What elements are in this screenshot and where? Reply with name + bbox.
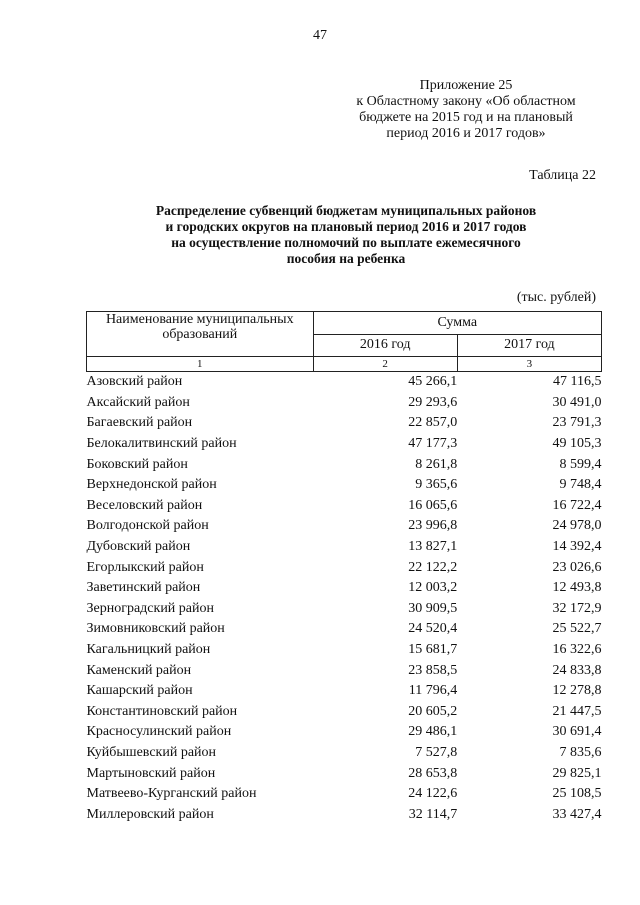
- municipality-name: Волгодонской район: [86, 518, 209, 534]
- title-line: пособия на ребенка: [286, 251, 406, 266]
- table-row: [87, 784, 602, 805]
- amount-2016: 15 681,7: [408, 642, 458, 658]
- amount-2016: 23 858,5: [408, 662, 458, 678]
- table-row: [87, 496, 602, 517]
- amount-2017: 30 491,0: [552, 394, 602, 410]
- table-row: [87, 578, 602, 599]
- amount-2017: 25 108,5: [552, 786, 602, 802]
- amount-2017: 16 722,4: [552, 497, 602, 513]
- municipality-name: Дубовский район: [86, 539, 191, 555]
- amount-2016: 24 520,4: [408, 621, 458, 637]
- amount-2016: 30 909,5: [408, 600, 458, 616]
- table-row: [87, 475, 602, 496]
- municipality-name: Егорлыкский район: [86, 559, 204, 575]
- municipality-name: Красносулинский район: [86, 724, 232, 740]
- municipality-name: Веселовский район: [86, 497, 203, 513]
- amount-2017: 8 599,4: [559, 456, 602, 472]
- amount-2016: 47 177,3: [408, 436, 458, 452]
- amount-2016: 7 527,8: [415, 744, 458, 760]
- header-sum: Сумма: [313, 312, 601, 335]
- amount-2016: 22 857,0: [408, 415, 458, 431]
- amount-2016: 16 065,6: [408, 497, 458, 513]
- amount-2017: 29 825,1: [552, 765, 602, 781]
- municipality-name: Азовский район: [86, 374, 183, 390]
- title-line: Распределение субвенций бюджетам муниципальных районов: [155, 203, 537, 218]
- municipality-name: Куйбышевский район: [86, 744, 217, 760]
- municipality-name: Аксайский район: [86, 394, 190, 410]
- table-body: [87, 372, 602, 826]
- amount-2016: 8 261,8: [415, 456, 458, 472]
- amount-2017: 12 493,8: [552, 580, 602, 596]
- amount-2016: 29 293,6: [408, 394, 458, 410]
- table-header: [87, 312, 602, 372]
- units-label: (тыс. рублей): [516, 290, 596, 305]
- appendix-line: период 2016 и 2017 годов»: [386, 126, 546, 141]
- table-row: [87, 537, 602, 558]
- municipality-name: Багаевский район: [86, 415, 193, 431]
- table-row: [87, 557, 602, 578]
- municipality-name: Каменский район: [86, 662, 192, 678]
- municipality-name: Зерноградский район: [86, 600, 214, 616]
- municipality-name: Зимовниковский район: [86, 621, 225, 637]
- table-row: [87, 722, 602, 743]
- amount-2017: 24 833,8: [552, 662, 602, 678]
- table-row: [87, 454, 602, 475]
- amount-2017: 12 278,8: [552, 683, 602, 699]
- table-row: [87, 434, 602, 455]
- table-row: [87, 804, 602, 825]
- municipality-name: Мартыновский район: [86, 765, 216, 781]
- table-row: [87, 763, 602, 784]
- municipality-name: Кагальницкий район: [86, 642, 211, 658]
- amount-2016: 29 486,1: [408, 724, 458, 740]
- amount-2017: 23 026,6: [552, 559, 602, 575]
- municipality-name: Матвеево-Курганский район: [86, 786, 257, 802]
- municipality-name: Константиновский район: [86, 703, 238, 719]
- amount-2017: 30 691,4: [552, 724, 602, 740]
- amount-2016: 12 003,2: [408, 580, 458, 596]
- municipality-name: Белокалитвинский район: [86, 436, 237, 452]
- municipality-name: Боковский район: [86, 456, 188, 472]
- table-row: [87, 516, 602, 537]
- table-row: [87, 702, 602, 723]
- column-number: 3: [457, 357, 601, 372]
- municipality-name: Миллеровский район: [86, 806, 214, 822]
- amount-2017: 47 116,5: [553, 374, 602, 390]
- amount-2016: 22 122,2: [408, 559, 458, 575]
- amount-2017: 21 447,5: [552, 703, 602, 719]
- header-year-2016: 2016 год: [313, 334, 457, 357]
- title-line: на осуществление полномочий по выплате ежемесячного: [171, 235, 521, 250]
- amount-2016: 28 653,8: [408, 765, 458, 781]
- table-row: [87, 660, 602, 681]
- amount-2017: 24 978,0: [552, 518, 602, 534]
- table-row: [87, 640, 602, 661]
- amount-2016: 20 605,2: [408, 703, 458, 719]
- table-row: [87, 619, 602, 640]
- appendix-line: к Областному закону «Об областном: [356, 94, 576, 109]
- amount-2017: 23 791,3: [552, 415, 602, 431]
- amount-2017: 7 835,6: [559, 744, 602, 760]
- table-label: Таблица 22: [529, 168, 596, 183]
- column-number: 1: [87, 357, 314, 372]
- header-year-2017: 2017 год: [457, 334, 601, 357]
- appendix-line: бюджете на 2015 год и на плановый: [359, 110, 573, 125]
- table-row: [87, 372, 602, 393]
- table-row: [87, 743, 602, 764]
- table-row: [87, 681, 602, 702]
- table-row: [87, 599, 602, 620]
- column-number: 2: [313, 357, 457, 372]
- amount-2016: 23 996,8: [408, 518, 458, 534]
- table-row: [87, 413, 602, 434]
- title-line: и городских округов на плановый период 2016 и 2017 годов: [165, 219, 527, 234]
- amount-2017: 49 105,3: [552, 436, 602, 452]
- amount-2017: 14 392,4: [552, 539, 602, 555]
- header-name: Наименование муниципальных образований: [87, 312, 314, 357]
- amount-2016: 32 114,7: [408, 806, 458, 822]
- amount-2017: 16 322,6: [552, 642, 602, 658]
- amount-2017: 25 522,7: [552, 621, 602, 637]
- appendix-line: Приложение 25: [419, 78, 513, 93]
- amount-2017: 33 427,4: [552, 806, 602, 822]
- municipality-name: Верхнедонской район: [86, 477, 217, 493]
- table-row: [87, 393, 602, 414]
- appendix-note: [330, 78, 602, 142]
- amount-2017: 9 748,4: [559, 477, 602, 493]
- municipality-name: Заветинский район: [86, 580, 201, 596]
- amount-2016: 13 827,1: [408, 539, 458, 555]
- amount-2016: 9 365,6: [415, 477, 458, 493]
- subventions-table: [86, 311, 602, 825]
- amount-2016: 11 796,4: [408, 683, 458, 699]
- amount-2016: 45 266,1: [408, 374, 458, 390]
- page-number: 47: [313, 28, 327, 43]
- amount-2016: 24 122,6: [408, 786, 458, 802]
- amount-2017: 32 172,9: [552, 600, 602, 616]
- municipality-name: Кашарский район: [86, 683, 193, 699]
- document-title: [90, 203, 602, 267]
